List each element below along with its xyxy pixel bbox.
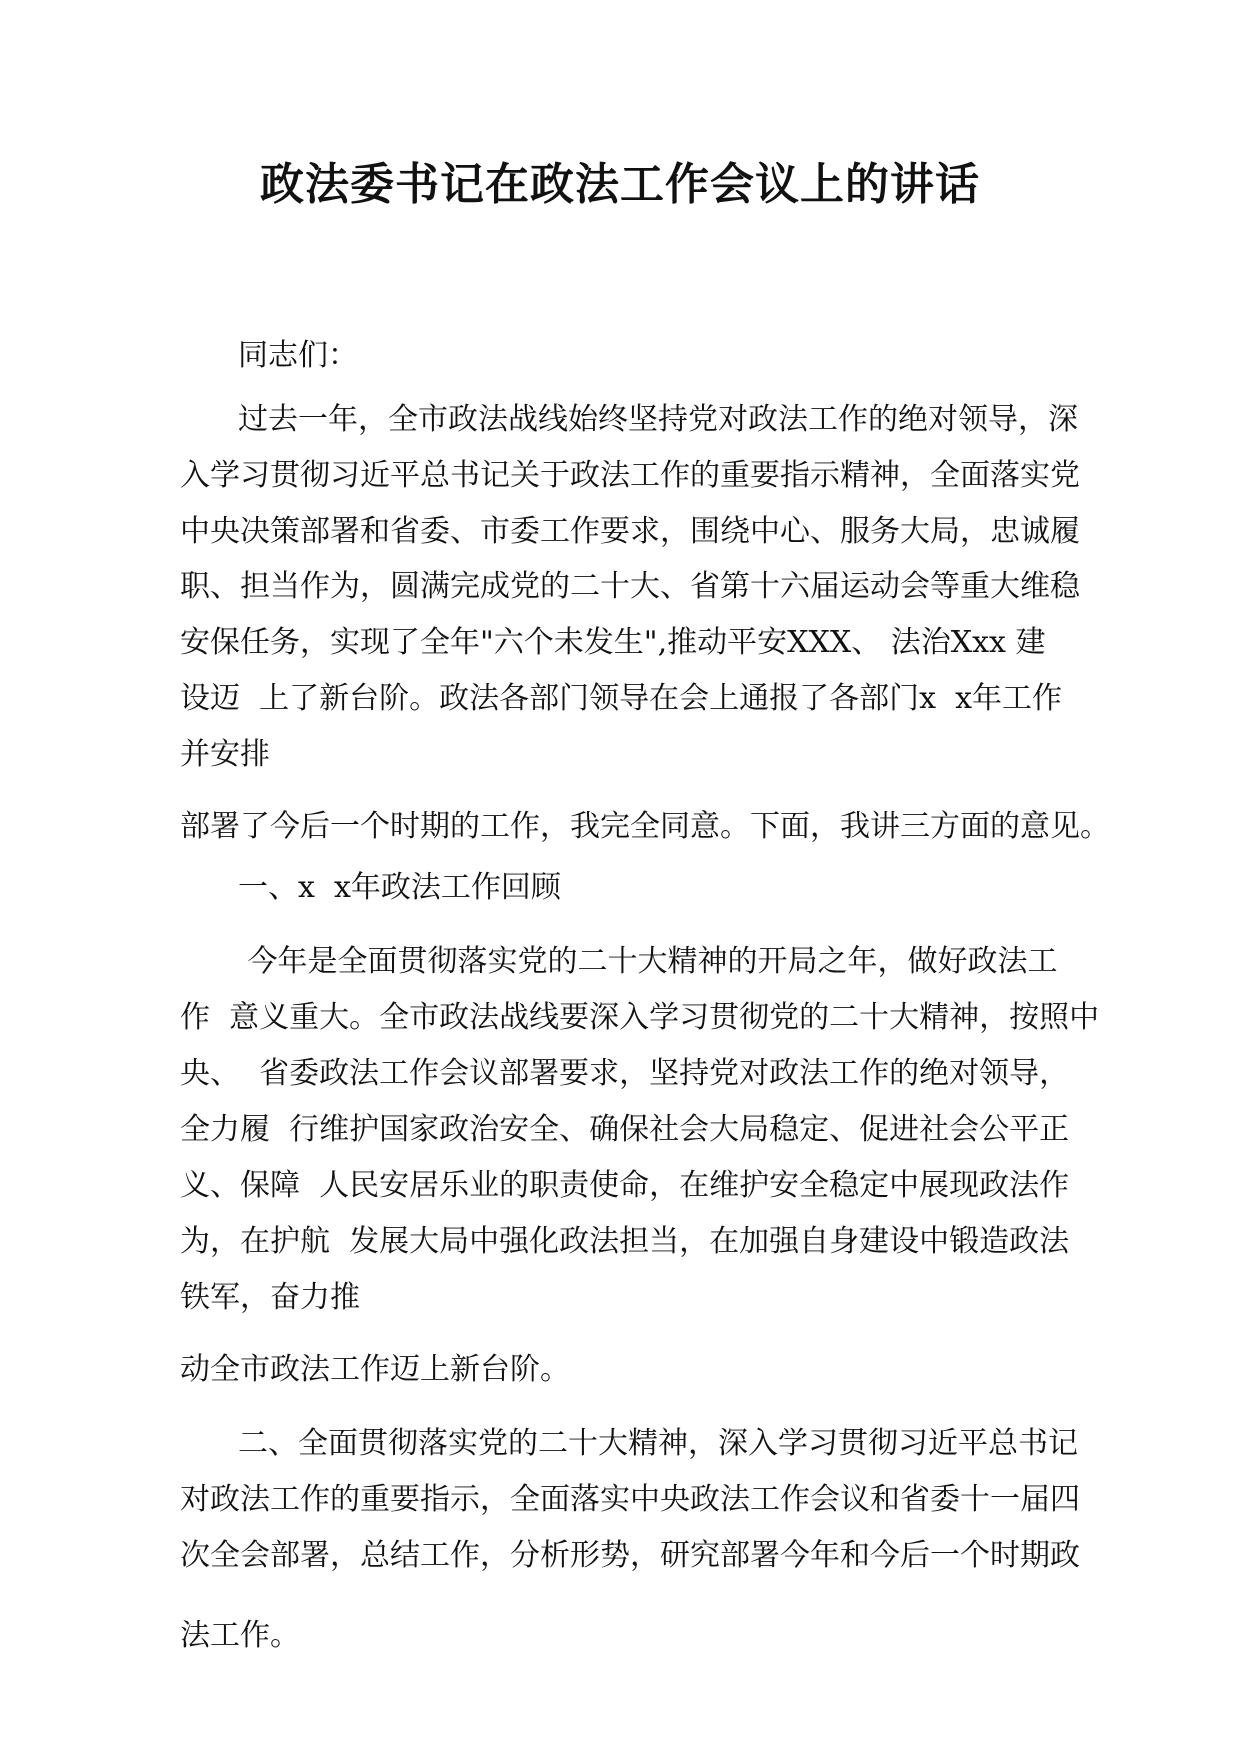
text-line: 次全会部署，总结工作，分析形势，研究部署今年和今后一个时期政 [180,1538,1080,1573]
section-heading-2: 二、全面贯彻落实党的二十大精神，深入学习贯彻习近平总书记 [238,1426,1078,1461]
text-line: 今年是全面贯彻落实党的二十大精神的开局之年，做好政法工 [238,944,1058,979]
text-line: 设迈 上了新台阶。政法各部门领导在会上通报了各部门x x年工作 [180,681,1062,716]
text-line: 对政法工作的重要指示，全面落实中央政法工作会议和省委十一届四 [180,1482,1080,1517]
text-line: 为，在护航 发展大局中强化政法担当，在加强自身建设中锻造政法 [180,1224,1070,1259]
text-line: 义、保障 人民安居乐业的职责使命，在维护安全稳定中展现政法作 [180,1168,1070,1203]
text-line: 法工作。 [180,1618,300,1653]
text-line: 安保任务，实现了全年"六个未发生",推动平安XXX、 法治Xxx 建 [180,625,1046,660]
text-line: 中央决策部署和省委、市委工作要求，围绕中心、服务大局，忠诚履 [180,514,1080,549]
text-line: 动全市政法工作迈上新台阶。 [180,1352,570,1387]
text-line: 并安排 [180,737,270,772]
section-heading-1: 一、x x年政法工作回顾 [238,870,561,905]
text-line: 职、担当作为，圆满完成党的二十大、省第十六届运动会等重大维稳 [180,569,1080,604]
page-title: 政法委书记在政法工作会议上的讲话 [260,159,980,210]
text-line: 过去一年，全市政法战线始终坚持党对政法工作的绝对领导，深 [238,402,1078,437]
text-line: 入学习贯彻习近平总书记关于政法工作的重要指示精神，全面落实党 [180,458,1080,493]
text-line: 央、 省委政法工作会议部署要求，坚持党对政法工作的绝对领导， [180,1056,1070,1091]
text-line: 全力履 行维护国家政治安全、确保社会大局稳定、促进社会公平正 [180,1112,1070,1147]
text-line: 作 意义重大。全市政法战线要深入学习贯彻党的二十大精神，按照中 [180,1000,1100,1035]
salutation: 同志们： [238,338,358,373]
text-line: 铁军，奋力推 [180,1280,360,1315]
text-line: 部署了今后一个时期的工作，我完全同意。下面，我讲三方面的意见。 [180,809,1110,844]
